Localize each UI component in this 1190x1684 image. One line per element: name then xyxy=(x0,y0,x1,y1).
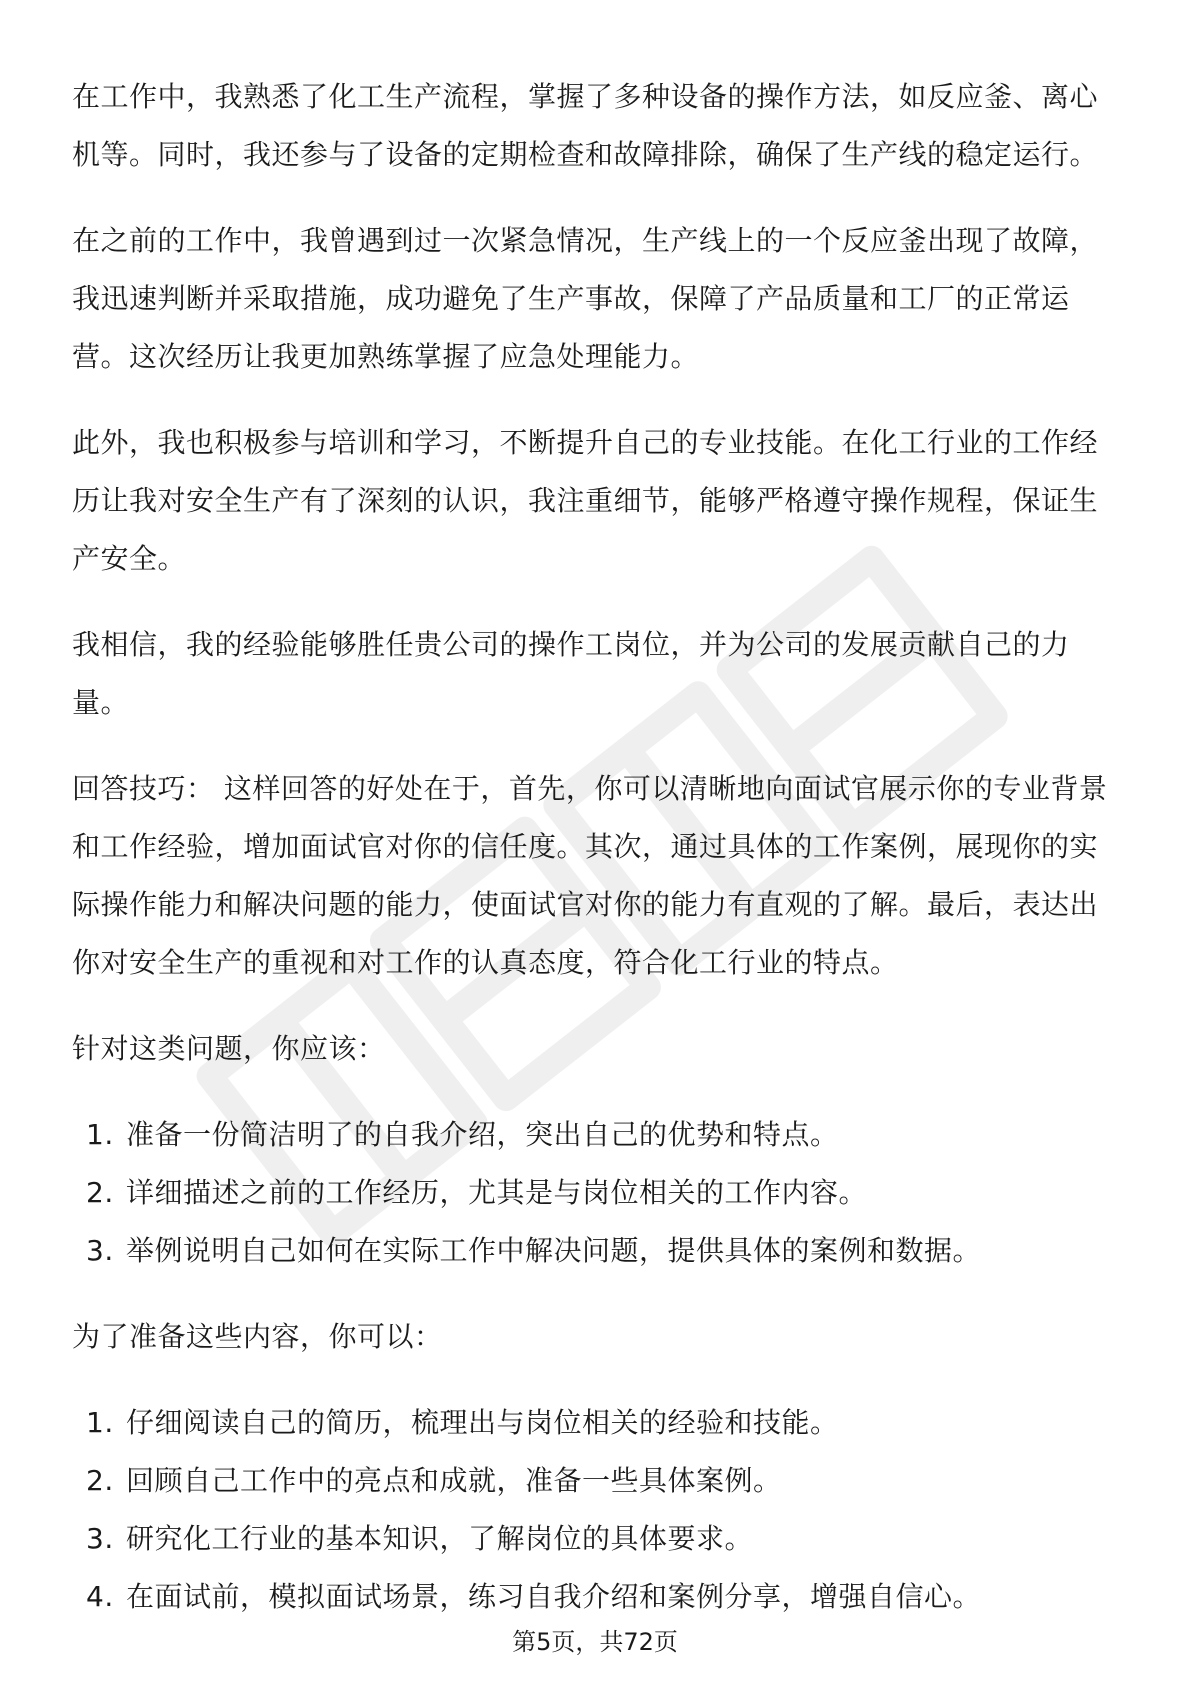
paragraph-emergency-case: 在之前的工作中，我曾遇到过一次紧急情况，生产线上的一个反应釜出现了故障，我迅速判断并采取措施，成功避免了生产事故，保障了产品质量和工厂的正常运营。这次经历让我更加熟练掌握了应急处理能力。 xyxy=(72,224,1099,373)
list-item xyxy=(72,1568,1122,1626)
list-number: 3. xyxy=(86,1234,114,1267)
document-body xyxy=(72,68,1122,1626)
paragraph-answer-tips: 回答技巧： 这样回答的好处在于，首先，你可以清晰地向面试官展示你的专业背景和工作经验，增加面试官对你的信任度。其次，通过具体的工作案例，展现你的实际操作能力和解决问题的能力，使面试官对你的能力有直观的了解。最后，表达出你对安全生产的重视和对工作的认真态度，符合化工行业的特点。 xyxy=(72,772,1108,979)
list-item xyxy=(72,1106,1122,1164)
section1-intro: 针对这类问题，你应该： xyxy=(72,1032,386,1065)
list-number: 1. xyxy=(86,1406,114,1439)
paragraph-conclusion: 我相信，我的经验能够胜任贵公司的操作工岗位，并为公司的发展贡献自己的力量。 xyxy=(72,628,1070,719)
list-text: 回顾自己工作中的亮点和成就，准备一些具体案例。 xyxy=(126,1464,782,1497)
list-text: 仔细阅读自己的简历，梳理出与岗位相关的经验和技能。 xyxy=(126,1406,839,1439)
section1-list xyxy=(72,1106,1122,1280)
list-item xyxy=(72,1510,1122,1568)
paragraph-training: 此外，我也积极参与培训和学习，不断提升自己的专业技能。在化工行业的工作经历让我对安全生产有了深刻的认识，我注重细节，能够严格遵守操作规程，保证生产安全。 xyxy=(72,426,1099,575)
list-item xyxy=(72,1394,1122,1452)
paragraph-work-experience: 在工作中，我熟悉了化工生产流程，掌握了多种设备的操作方法，如反应釜、离心机等。同时，我还参与了设备的定期检查和故障排除，确保了生产线的稳定运行。 xyxy=(72,80,1099,171)
list-text: 准备一份简洁明了的自我介绍，突出自己的优势和特点。 xyxy=(126,1118,839,1151)
list-number: 2. xyxy=(86,1464,114,1497)
list-text: 研究化工行业的基本知识，了解岗位的具体要求。 xyxy=(126,1522,754,1555)
list-item xyxy=(72,1222,1122,1280)
section2-intro: 为了准备这些内容，你可以： xyxy=(72,1320,443,1353)
list-text: 在面试前，模拟面试场景，练习自我介绍和案例分享，增强自信心。 xyxy=(126,1580,982,1613)
list-item xyxy=(72,1164,1122,1222)
list-number: 1. xyxy=(86,1118,114,1151)
list-number: 2. xyxy=(86,1176,114,1209)
list-number: 3. xyxy=(86,1522,114,1555)
list-item xyxy=(72,1452,1122,1510)
section2-list xyxy=(72,1394,1122,1626)
list-text: 详细描述之前的工作经历，尤其是与岗位相关的工作内容。 xyxy=(126,1176,868,1209)
list-number: 4. xyxy=(86,1580,114,1613)
list-text: 举例说明自己如何在实际工作中解决问题，提供具体的案例和数据。 xyxy=(126,1234,982,1267)
page-footer: 第5页，共72页 xyxy=(512,1628,678,1656)
